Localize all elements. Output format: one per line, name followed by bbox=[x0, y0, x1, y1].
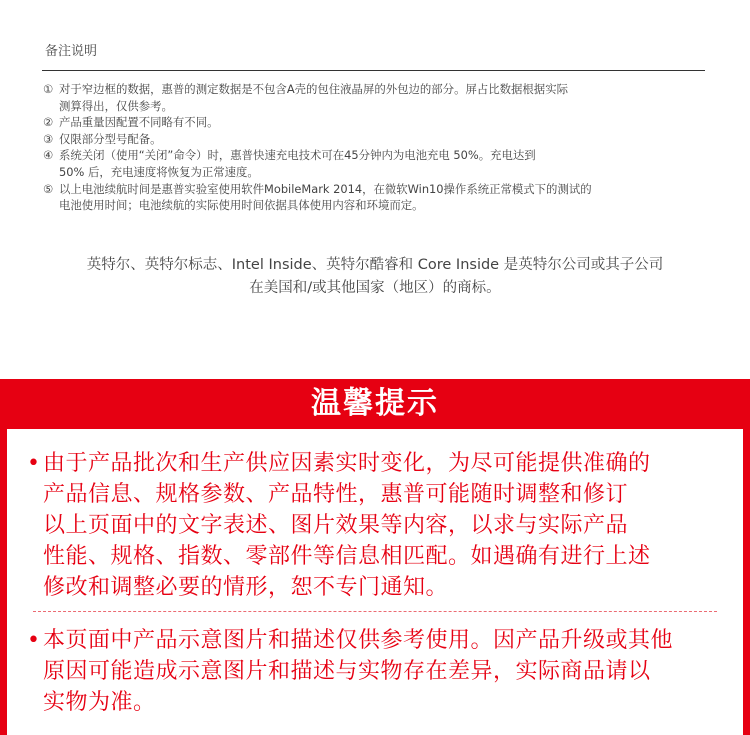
note-text: 产品重量因配置不同略有不同。 bbox=[59, 115, 219, 130]
notes-list bbox=[43, 81, 703, 214]
note-item bbox=[43, 114, 703, 131]
tips-panel bbox=[0, 379, 750, 735]
note-text: 仅限部分型号配备。 bbox=[59, 131, 162, 146]
trademark-notice bbox=[0, 254, 750, 300]
note-number: ③ bbox=[43, 131, 54, 146]
tip-item bbox=[27, 448, 727, 603]
note-item bbox=[43, 181, 703, 214]
tip-text: 由于产品批次和生产供应因素实时变化，为尽可能提供准确的 产品信息、规格参数、产品特性，惠普可能随时调整和修订 以上页面中的文字表述、图片效果等内容，以求与实际产品 性能、规格、指数、零部件等信息相匹配。如遇确有进行上述 修改和调整必要的情形，恕不专门通知。 bbox=[43, 451, 651, 600]
tips-box bbox=[7, 429, 743, 735]
note-number: ② bbox=[43, 115, 54, 130]
trademark-line-2: 在美国和/或其他国家（地区）的商标。 bbox=[249, 280, 501, 296]
notes-divider bbox=[42, 70, 705, 71]
bullet-icon: • bbox=[27, 628, 40, 653]
note-number: ④ bbox=[43, 148, 54, 163]
tip-item bbox=[27, 625, 727, 718]
notes-title: 备注说明 bbox=[45, 44, 98, 59]
bullet-icon: • bbox=[27, 451, 40, 476]
tip-divider bbox=[33, 611, 717, 612]
note-text: 对于窄边框的数据，惠普的测定数据是不包含A壳的包住液晶屏的外包边的部分。屏占比数据根据实际 测算得出，仅供参考。 bbox=[59, 82, 568, 113]
tip-text: 本页面中产品示意图片和描述仅供参考使用。因产品升级或其他 原因可能造成示意图片和描述与实物存在差异，实际商品请以 实物为准。 bbox=[43, 628, 674, 715]
note-item bbox=[43, 147, 703, 180]
note-number: ① bbox=[43, 82, 54, 96]
note-text: 系统关闭（使用“关闭”命令）时，惠普快速充电技术可在45分钟内为电池充电 50%。充电达到 50% 后，充电速度将恢复为正常速度。 bbox=[59, 148, 536, 179]
trademark-line-1: 英特尔、英特尔标志、Intel Inside、英特尔酷睿和 Core Inside 是英特尔公司或其子公司 bbox=[86, 257, 664, 273]
note-item bbox=[43, 131, 703, 148]
note-item bbox=[43, 81, 703, 114]
note-number: ⑤ bbox=[43, 181, 54, 196]
tips-title: 温馨提示 bbox=[311, 386, 439, 421]
note-text: 以上电池续航时间是惠普实验室使用软件MobileMark 2014，在微软Win10操作系统正常模式下的测试的 电池使用时间；电池续航的实际使用时间依据具体使用内容和环境而定。 bbox=[59, 181, 592, 213]
